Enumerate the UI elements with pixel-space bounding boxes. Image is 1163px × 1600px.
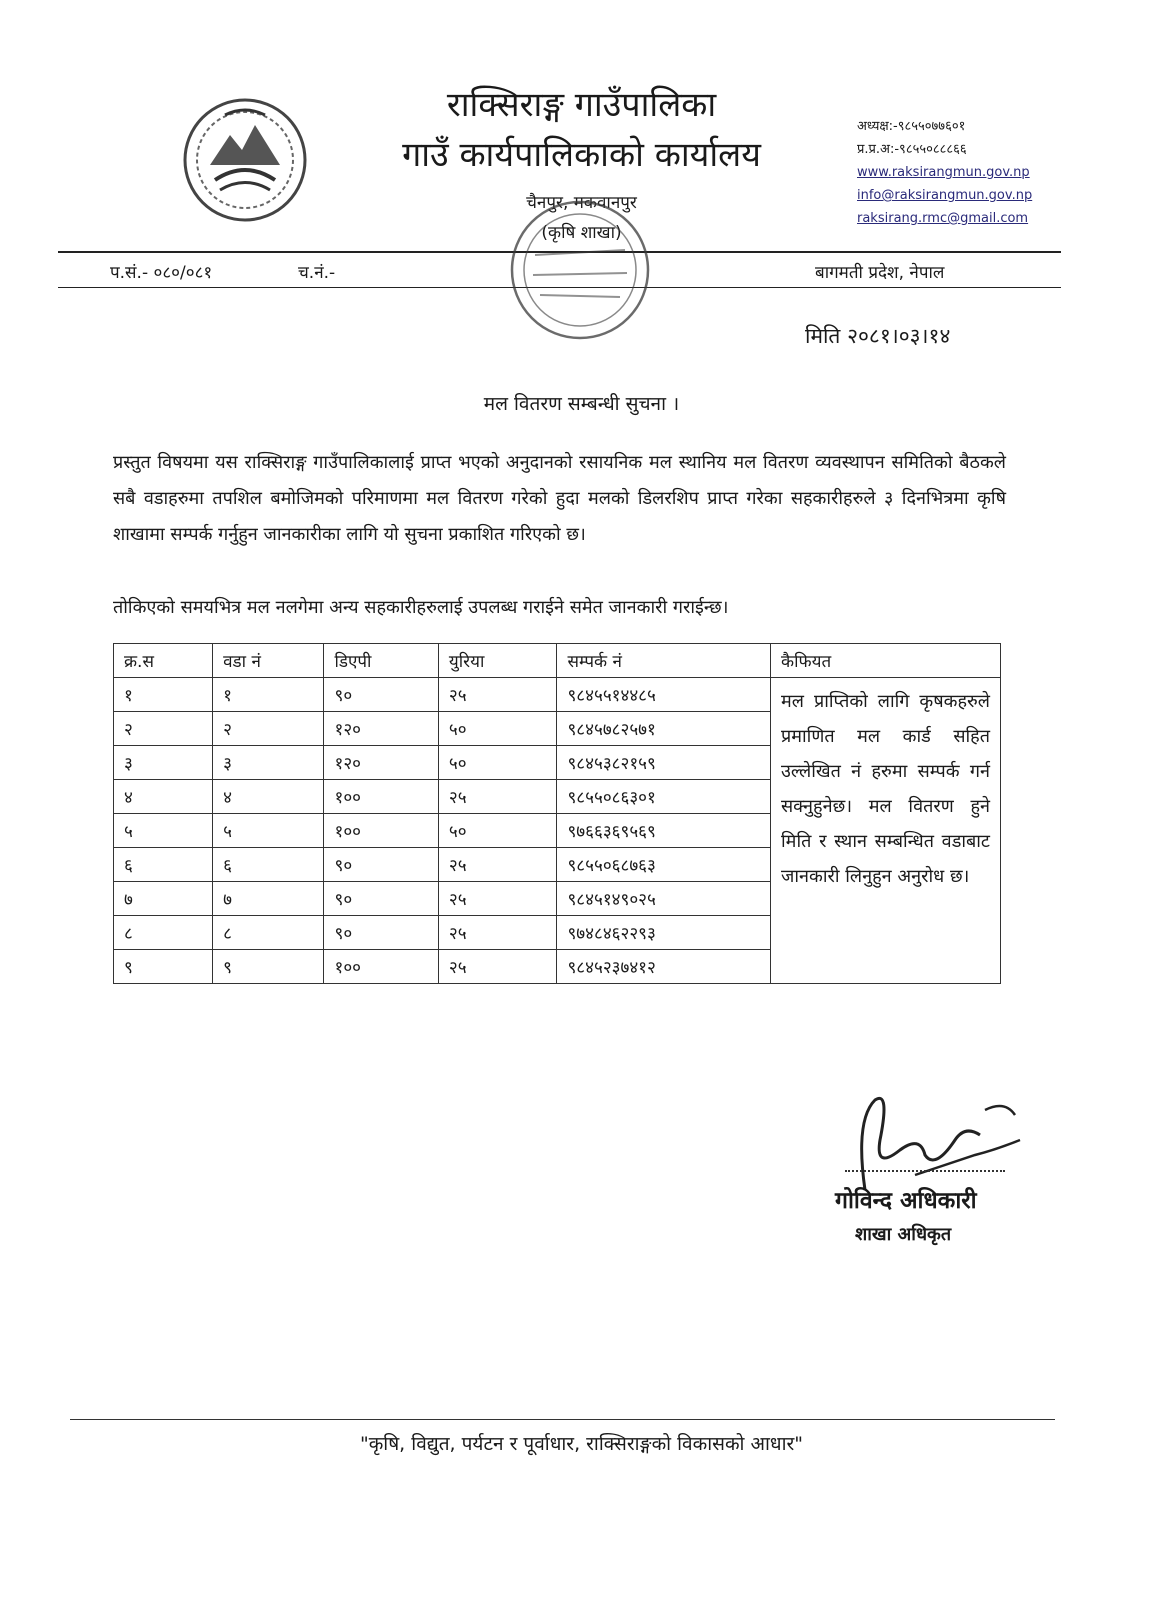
cell-urea: २५ [438,882,557,916]
footer-divider [70,1419,1055,1420]
cell-serial: ९ [114,950,213,984]
body-paragraph-1: प्रस्तुत विषयमा यस राक्सिराङ्ग गाउँपालिकालाई प्राप्त भएको अनुदानको रसायनिक मल स्थानिय मल वितरण व्यवस्थापन समितिको बैठकले सबै वडाहरुमा तपशिल बमोजिमको परिमाणमा मल वितरण गरेको हुदा मलको डिलरशिप प्राप्त गरेका सहकारीहरुले ३ दिनभित्रमा कृषि शाखामा सम्पर्क गर्नुहुन जानकारीका लागि यो सुचना प्रकाशित गरिएको छ। [113,452,1006,545]
signatory-title: शाखा अधिकृत [855,1224,952,1245]
col-header-ward: वडा नं [213,644,324,678]
cell-ward: ८ [213,916,324,950]
cell-dap: १२० [324,746,438,780]
cell-serial: ५ [114,814,213,848]
cell-dap: १२० [324,712,438,746]
cell-ward: ७ [213,882,324,916]
signatory-name: गोविन्द अधिकारी [835,1187,977,1214]
cell-dap: ९० [324,916,438,950]
cell-dap: ९० [324,848,438,882]
letter-date: मिति २०८१।०३।१४ [805,324,951,348]
cell-contact: ९८४५२३७४१२ [557,950,771,984]
branch-name: (कृषि शाखा) [541,223,622,243]
cell-contact: ९७४८४६२२९३ [557,916,771,950]
province-label: बागमती प्रदेश, नेपाल [815,263,945,283]
cell-serial: २ [114,712,213,746]
cell-serial: ८ [114,916,213,950]
col-header-serial: क्र.स [114,644,213,678]
cell-serial: ६ [114,848,213,882]
cell-dap: ९० [324,678,438,712]
handwritten-signature [845,1080,1035,1200]
cell-serial: ४ [114,780,213,814]
cell-urea: २५ [438,916,557,950]
website-link[interactable]: www.raksirangmun.gov.np [857,165,1030,180]
chairperson-phone: अध्यक्ष:-९८५५०७७६०१ [857,119,966,134]
cell-urea: २५ [438,780,557,814]
cell-contact: ९८४५७८२५७१ [557,712,771,746]
col-header-contact: सम्पर्क नं [557,644,771,678]
office-name: गाउँ कार्यपालिकाको कार्यालय [402,135,761,175]
cell-serial: ३ [114,746,213,780]
cell-ward: ६ [213,848,324,882]
letter-number: प.सं.- ०८०/०८१ [110,263,213,283]
contact-block [857,115,1032,230]
cell-ward: ३ [213,746,324,780]
dispatch-number: च.नं.- [298,263,336,283]
table-row [114,678,1001,712]
distribution-table [113,643,1001,984]
info-email-link[interactable]: info@raksirangmun.gov.np [857,188,1033,203]
cell-contact: ९८५५०८६३०१ [557,780,771,814]
cell-urea: २५ [438,678,557,712]
notice-subject: मल वितरण सम्बन्धी सुचना । [483,393,680,415]
cell-urea: ५० [438,712,557,746]
cell-dap: १०० [324,950,438,984]
cell-dap: ९० [324,882,438,916]
col-header-urea: युरिया [438,644,557,678]
cell-ward: २ [213,712,324,746]
cell-serial: ७ [114,882,213,916]
cell-dap: १०० [324,814,438,848]
cell-urea: ५० [438,746,557,780]
col-header-remarks: कैफियत [771,644,1001,678]
cell-serial: १ [114,678,213,712]
remarks-cell: मल प्राप्तिको लागि कृषकहरुले प्रमाणित मल कार्ड सहित उल्लेखित नं हरुमा सम्पर्क गर्न सक्नुहुनेछ। मल वितरण हुने मिति र स्थान सम्बन्धित वडाबाट जानकारी लिनुहुन अनुरोध छ। [771,678,1001,984]
cell-contact: ९८४५३८२१५९ [557,746,771,780]
cell-urea: २५ [438,950,557,984]
cell-ward: १ [213,678,324,712]
cell-contact: ९८४५५१४४८५ [557,678,771,712]
municipality-name: राक्सिराङ्ग गाउँपालिका [446,85,717,125]
table-header-row [114,644,1001,678]
office-address: चैनपुर, मकवानपुर [526,193,637,213]
col-header-dap: डिएपी [324,644,438,678]
office-stamp [505,195,655,345]
cell-ward: ५ [213,814,324,848]
cell-urea: ५० [438,814,557,848]
cell-ward: ४ [213,780,324,814]
body-paragraph-2: तोकिएको समयभित्र मल नलगेमा अन्य सहकारीहरुलाई उपलब्ध गराईने समेत जानकारी गराईन्छ। [113,597,729,618]
cell-contact: ९८४५१४९०२५ [557,882,771,916]
cell-dap: १०० [324,780,438,814]
signature-line [845,1170,1005,1172]
cell-contact: ९८५५०६८७६३ [557,848,771,882]
footer-motto: "कृषि, विद्युत, पर्यटन र पूर्वाधार, राक्सिराङ्गको विकासको आधार" [359,1433,804,1455]
cell-ward: ९ [213,950,324,984]
gmail-link[interactable]: raksirang.rmc@gmail.com [857,211,1029,226]
cell-contact: ९७६६३६९५६९ [557,814,771,848]
cell-urea: २५ [438,848,557,882]
cao-phone: प्र.प्र.अ:-९८५५०८८८६६ [857,142,967,157]
